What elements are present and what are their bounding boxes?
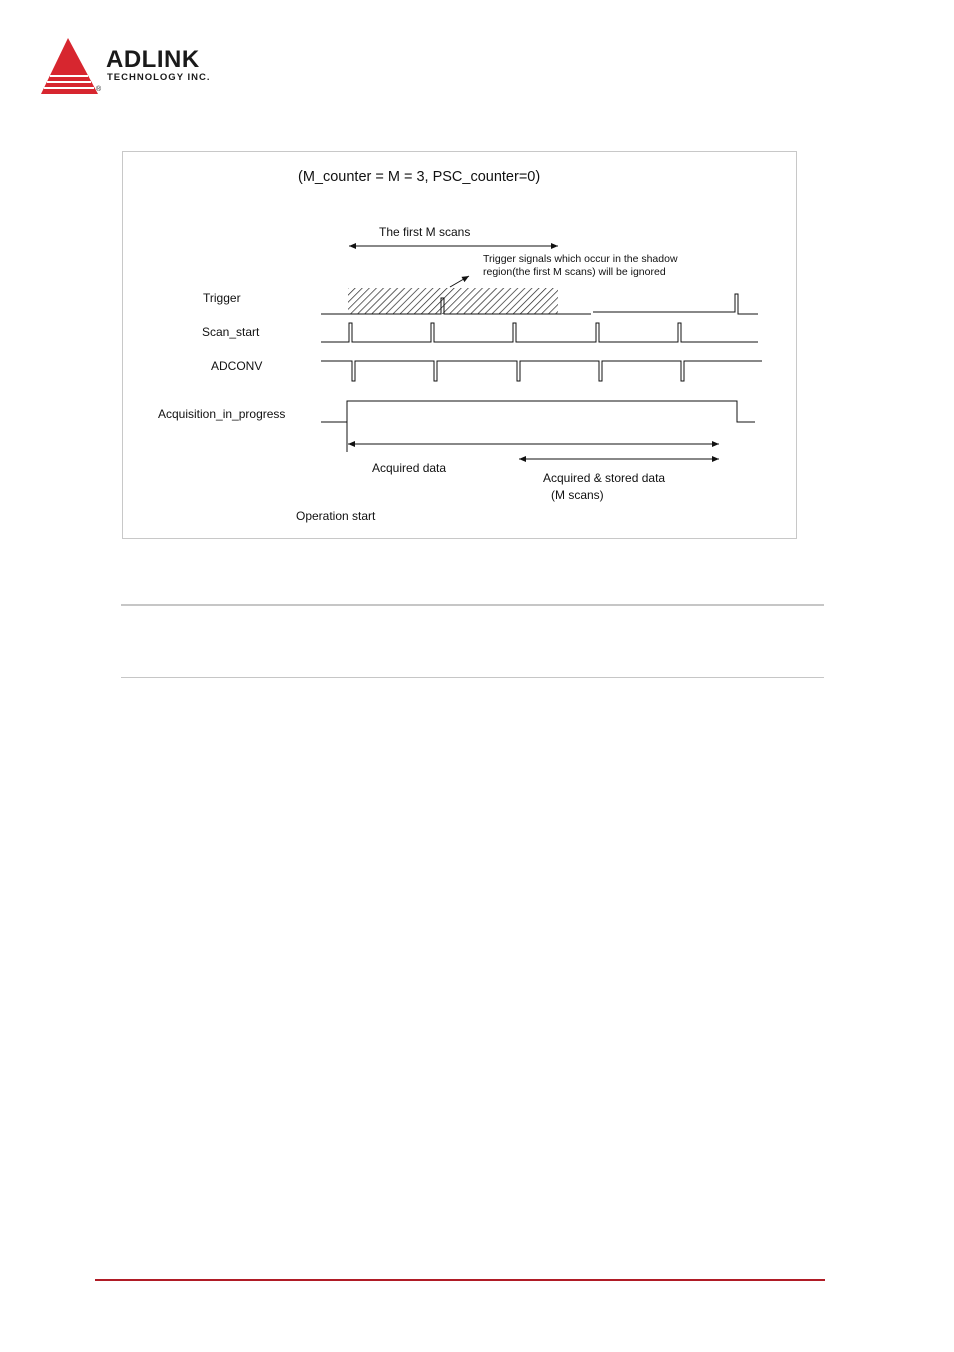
acquired-data-label: Acquired data xyxy=(372,461,447,475)
scan-start-waveform xyxy=(321,323,758,342)
brand-name: ADLINK xyxy=(106,46,200,73)
trigger-waveform xyxy=(321,288,758,314)
section-rule-bottom xyxy=(121,677,824,678)
first-m-scans-label: The first M scans xyxy=(379,225,471,239)
timing-diagram-figure xyxy=(122,151,797,539)
adconv-waveform xyxy=(321,361,762,381)
signal-label-scan-start: Scan_start xyxy=(202,325,260,339)
operation-start-label: Operation start xyxy=(296,509,376,523)
signal-label-trigger: Trigger xyxy=(203,291,241,305)
signal-label-adconv: ADCONV xyxy=(211,359,263,373)
section-rule-top xyxy=(121,604,824,606)
signal-label-acquisition-in-progress: Acquisition_in_progress xyxy=(158,407,286,421)
shadow-note-line1: Trigger signals which occur in the shadow xyxy=(483,253,678,265)
shadow-region xyxy=(348,288,558,314)
brand-registered-mark: ® xyxy=(96,86,102,93)
acquired-stored-data-label-line1: Acquired & stored data xyxy=(543,471,666,485)
diagram-title: (M_counter = M = 3, PSC_counter=0) xyxy=(298,169,541,185)
brand-subtitle: TECHNOLOGY INC. xyxy=(107,72,211,83)
acquisition-in-progress-waveform xyxy=(321,401,755,422)
footer-rule xyxy=(95,1279,825,1281)
acquired-stored-data-label-line2: (M scans) xyxy=(551,488,604,502)
shadow-note-line2: region(the first M scans) will be ignored xyxy=(483,266,666,278)
timing-diagram xyxy=(123,152,798,540)
shadow-note-pointer xyxy=(450,276,469,287)
